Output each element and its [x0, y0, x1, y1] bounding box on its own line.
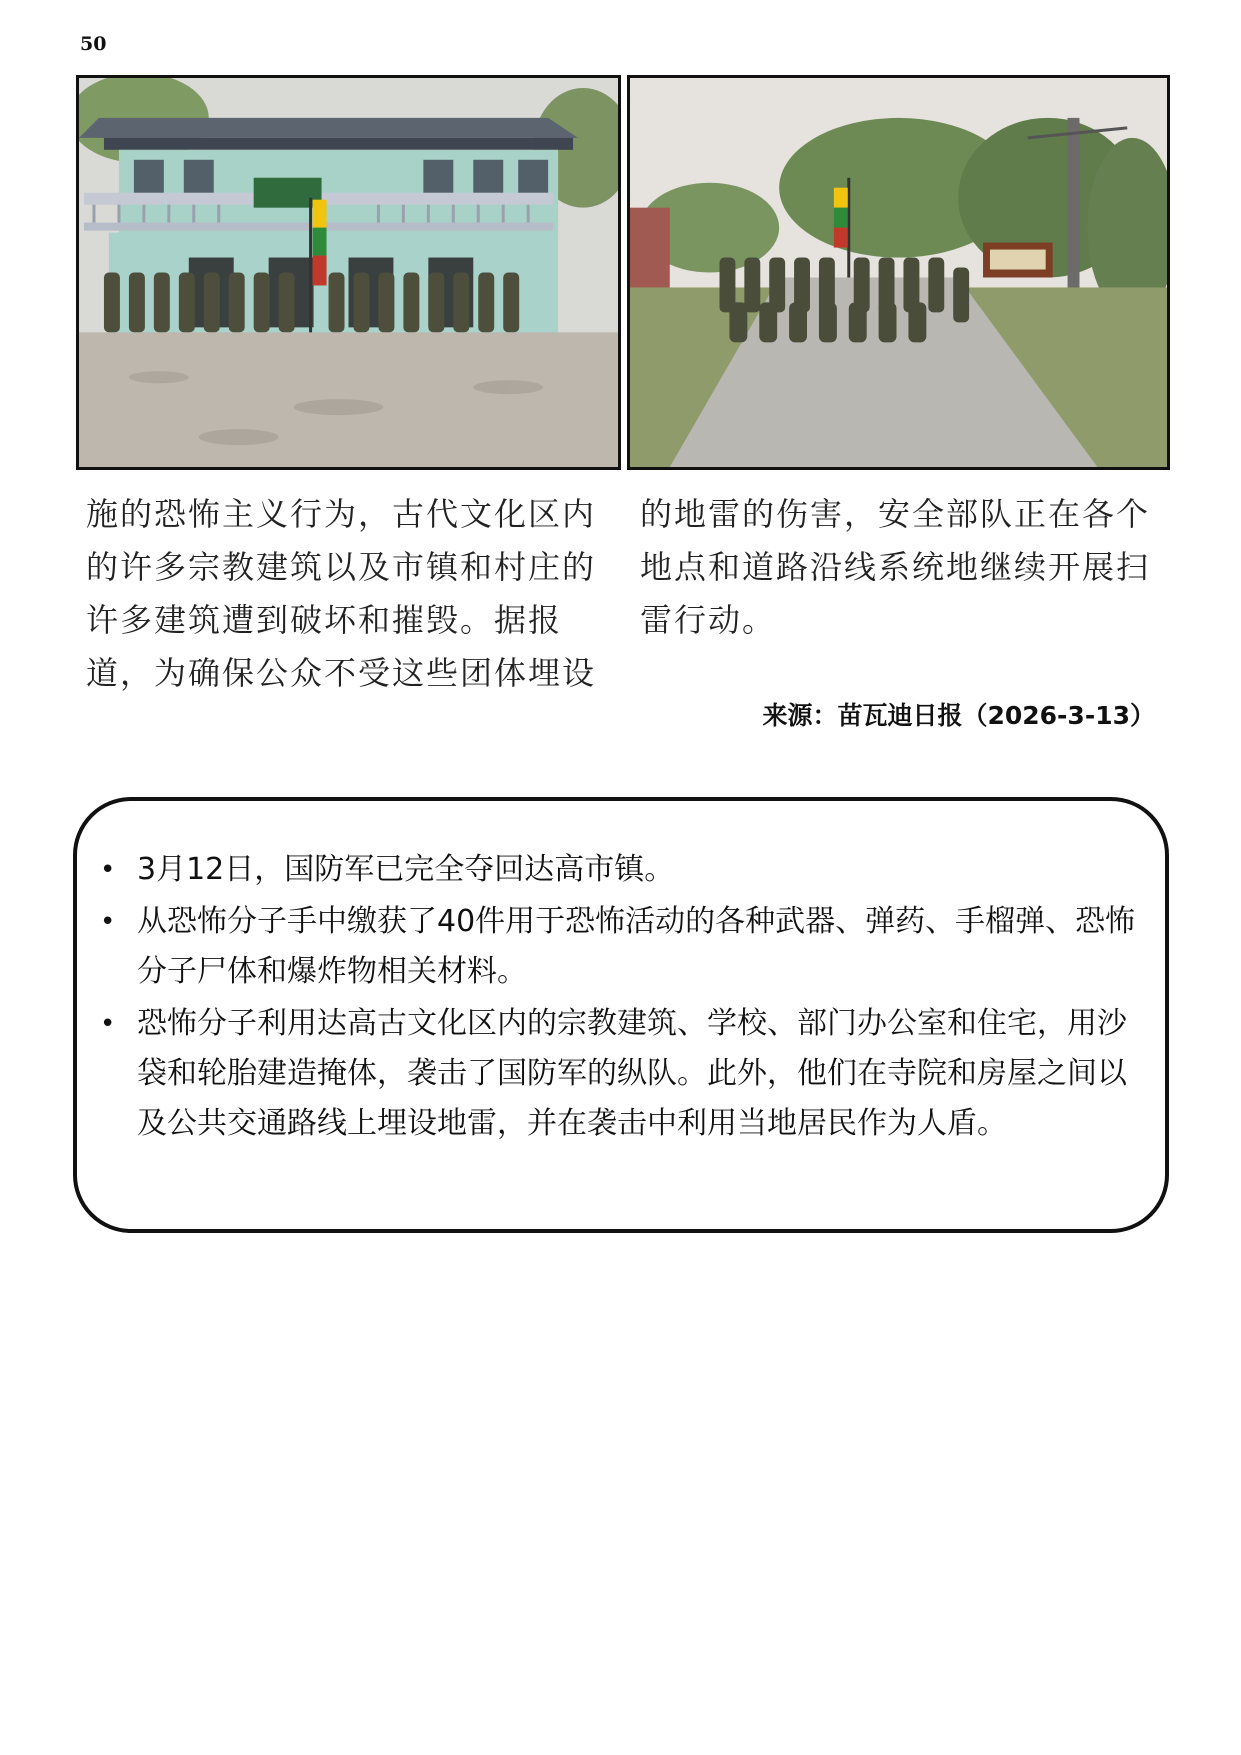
summary-item-text: 恐怖分子利用达高古文化区内的宗教建筑、学校、部门办公室和住宅，用沙袋和轮胎建造掩体，袭击了国防军的纵队。此外，他们在寺院和房屋之间以及公共交通路线上埋设地雷，并在袭击中利用当地居民作为人盾。 — [137, 1006, 1127, 1141]
summary-item — [100, 845, 1137, 895]
bullet-icon: • — [100, 855, 116, 885]
summary-item-text: 3月12日，国防军已完全夺回达高市镇。 — [137, 852, 675, 887]
summary-list — [100, 845, 1137, 1149]
bullet-icon: • — [100, 907, 116, 937]
article-paragraph: 施的恐怖主义行为，古代文化区内的许多宗教建筑以及市镇和村庄的许多建筑遭到破坏和摧毁。据报道，为确保公众不受这些团体埋设 — [86, 495, 597, 692]
page-number: 50 — [80, 33, 107, 55]
article-column-right — [640, 488, 1165, 647]
summary-item — [100, 999, 1137, 1149]
bullet-icon: • — [100, 1009, 116, 1039]
article-column-left — [86, 488, 606, 700]
summary-box — [73, 797, 1169, 1233]
source-citation: 来源：苗瓦迪日报（2026-3-13） — [762, 701, 1155, 730]
photo-soldiers-road — [627, 75, 1170, 470]
summary-item — [100, 897, 1137, 997]
photo-soldiers-building — [76, 75, 621, 470]
article-paragraph: 的地雷的伤害，安全部队正在各个地点和道路沿线系统地继续开展扫雷行动。 — [640, 495, 1151, 639]
summary-item-text: 从恐怖分子手中缴获了40件用于恐怖活动的各种武器、弹药、手榴弹、恐怖分子尸体和爆炸物相关材料。 — [137, 904, 1136, 989]
